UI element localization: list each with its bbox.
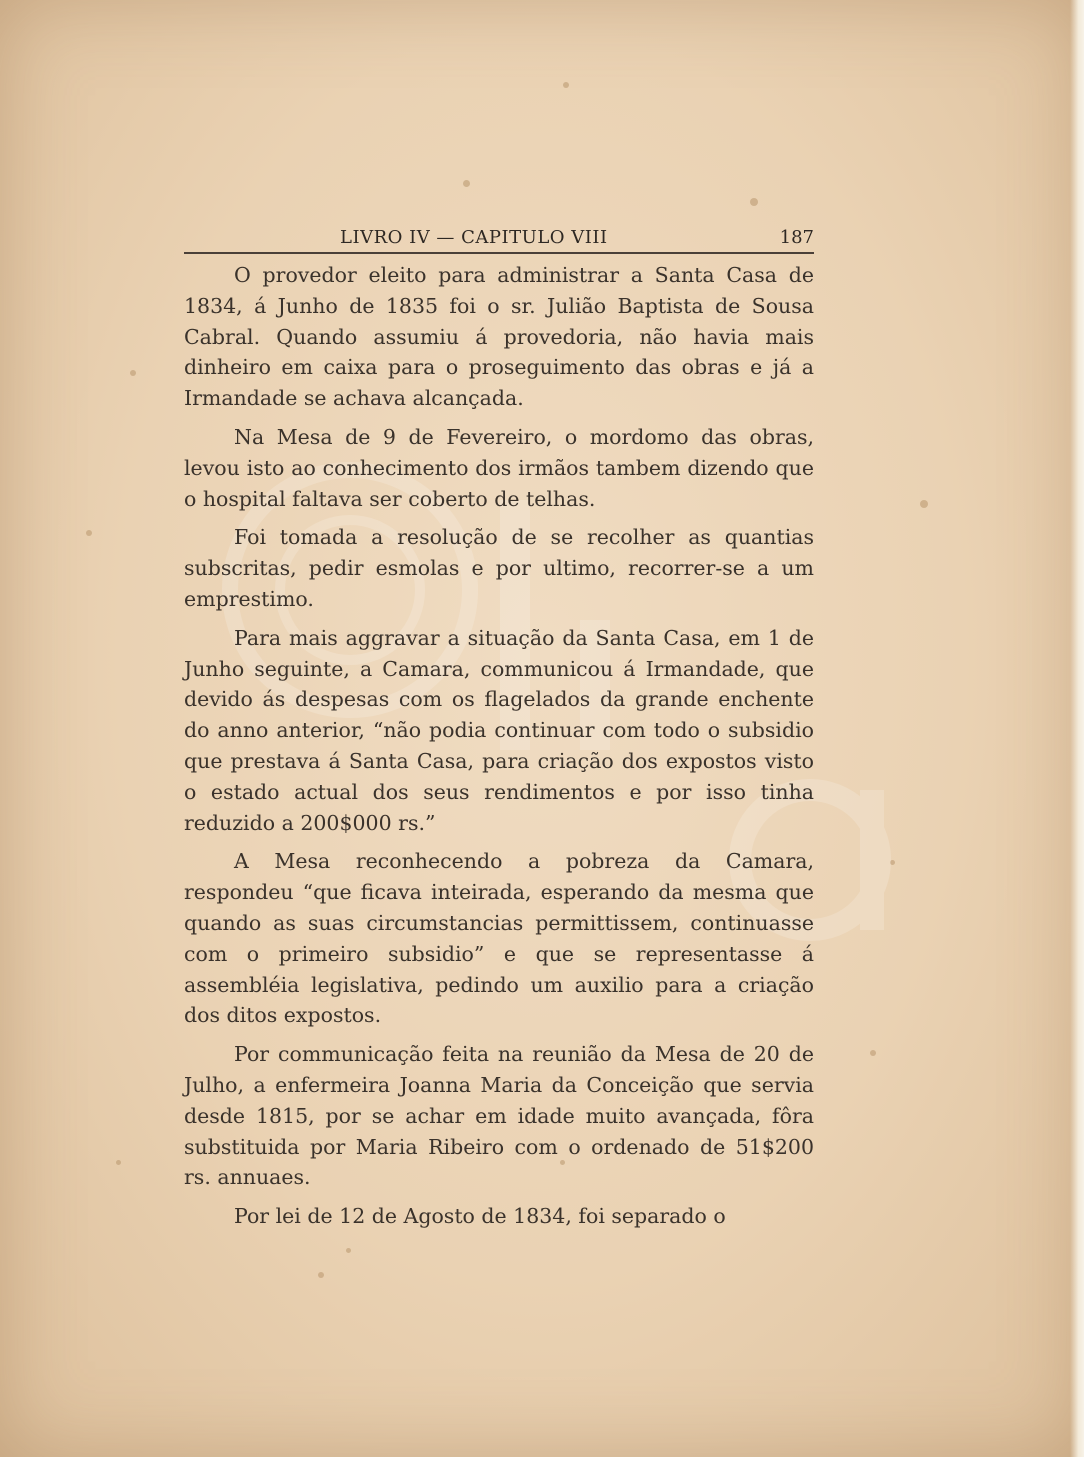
paper-speck — [318, 1272, 324, 1278]
paper-speck — [130, 370, 136, 376]
paragraph: O provedor eleito para administrar a Santa Casa de 1834, á Junho de 1835 foi o sr. Julião Baptista de Sousa Cabral. Quando assumiu á provedoria, não havia mais dinheiro em caixa para o proseguimento das obras e já a Irmandade se achava alcançada. — [184, 263, 814, 411]
paper-speck — [116, 1160, 121, 1165]
page-number: 187 — [779, 227, 814, 248]
paragraph: A Mesa reconhecendo a pobreza da Camara, respondeu “que ficava inteirada, esperando da mesma que quando as suas circumstancias permittissem, continuasse com o primeiro subsidio” e que se representasse á assembléia legislativa, pedindo um auxilio para a criação dos ditos expostos. — [184, 849, 814, 1028]
paper-speck — [563, 82, 569, 88]
paper-speck — [86, 530, 92, 536]
running-title: LIVRO IV — CAPITULO VIII — [340, 227, 608, 248]
body-text — [184, 260, 814, 1240]
paragraph: Foi tomada a resolução de se recolher as quantias subscritas, pedir esmolas e por ultimo, recorrer-se a um emprestimo. — [184, 525, 814, 611]
paper-speck — [890, 860, 895, 865]
paper-speck — [463, 180, 470, 187]
paragraph: Na Mesa de 9 de Fevereiro, o mordomo das obras, levou isto ao conhecimento dos irmãos tambem dizendo que o hospital faltava ser coberto de telhas. — [184, 424, 814, 511]
paper-speck — [346, 1248, 351, 1253]
paper-speck — [750, 198, 758, 206]
paragraph: Por communicação feita na reunião da Mesa de 20 de Julho, a enfermeira Joanna Maria da Conceição que servia desde 1815, por se achar em idade muito avançada, fôra substituida por Maria Ribeiro com o ordenado de 51$200 rs. annuaes. — [184, 1042, 814, 1190]
paper-speck — [870, 1050, 876, 1056]
running-header — [184, 226, 814, 254]
paragraph: Por lei de 12 de Agosto de 1834, foi separado o — [234, 1204, 726, 1229]
paper-speck — [920, 500, 928, 508]
page-edge — [1070, 0, 1084, 1457]
paragraph: Para mais aggravar a situação da Santa Casa, em 1 de Junho seguinte, a Camara, communicou á Irmandade, que devido ás despesas com os flagelados da grande enchente do anno anterior, “não podia continuar com todo o subsidio que prestava á Santa Casa, para criação dos expostos visto o estado actual dos seus rendimentos e por isso tinha reduzido a 200$000 rs.” — [184, 625, 814, 835]
